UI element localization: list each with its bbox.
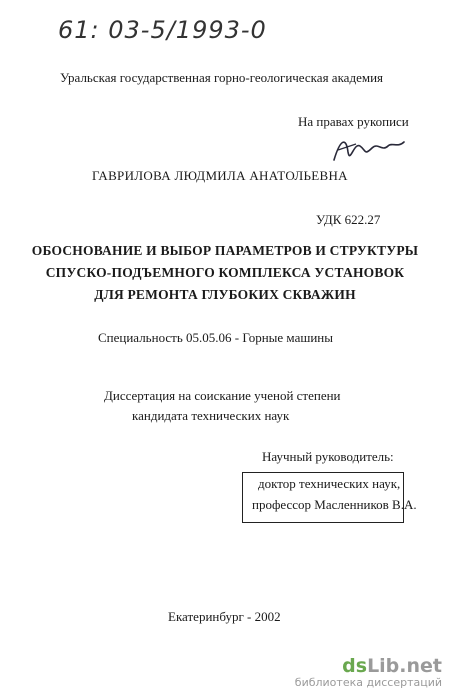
specialty: Специальность 05.05.06 - Горные машины [98,330,334,345]
supervisor-label: Научный руководитель: [262,449,394,464]
author-name: ГАВРИЛОВА ЛЮДМИЛА АНАТОЛЬЕВНА [92,168,348,183]
supervisor-name: профессор Масленников В.А. [252,497,417,512]
supervisor-degree: доктор технических наук, [258,476,401,491]
dissertation-line-2: кандидата технических наук [132,408,290,423]
title-line-2: СПУСКО-ПОДЪЕМНОГО КОМПЛЕКСА УСТАНОВОК [45,265,405,280]
udc-code: УДК 622.27 [316,212,381,227]
watermark-logo: dsLib.net [342,655,442,677]
title-line-3: ДЛЯ РЕМОНТА ГЛУБОКИХ СКВАЖИН [94,287,356,302]
city-year: Екатеринбург - 2002 [168,609,281,624]
watermark-subtitle: библиотека диссертаций [294,676,442,689]
title-line-1: ОБОСНОВАНИЕ И ВЫБОР ПАРАМЕТРОВ И СТРУКТУРЫ [31,243,419,258]
dissertation-line-1: Диссертация на соискание ученой степени [104,388,341,403]
manuscript-rights-note: На правах рукописи [298,114,409,129]
handwritten-note: 61: 03-5/1993-0 [58,16,267,44]
signature-icon [330,130,410,170]
watermark [295,656,442,689]
institution-name: Уральская государственная горно-геологическая академия [60,70,384,85]
